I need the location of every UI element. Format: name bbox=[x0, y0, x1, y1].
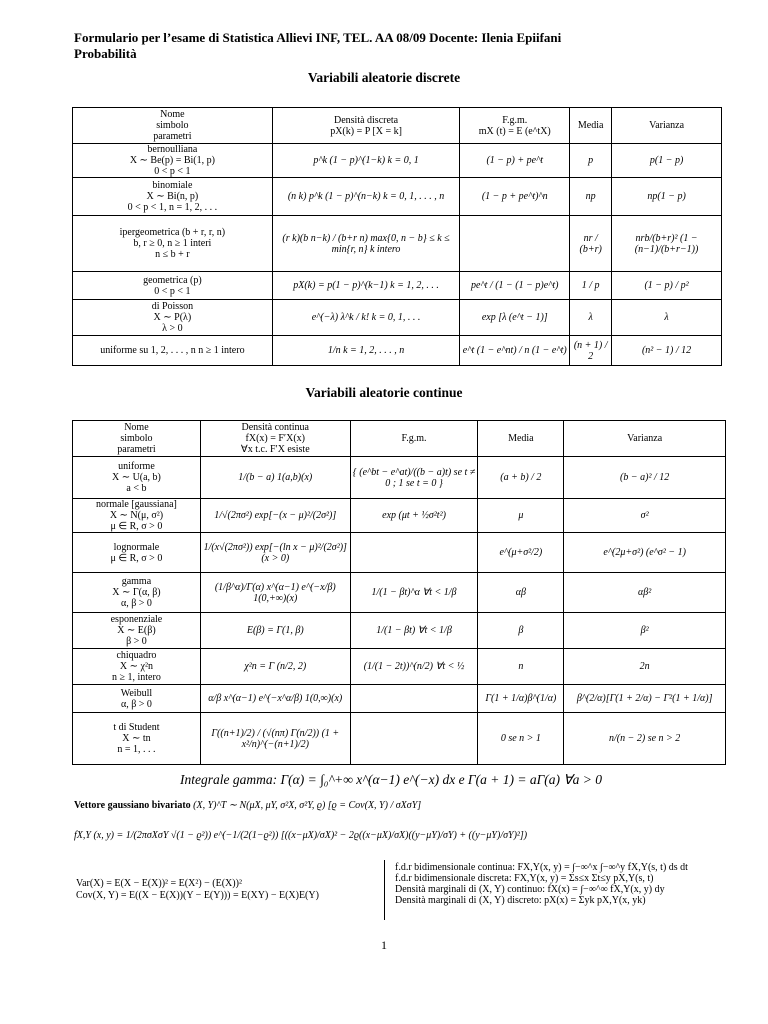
distribution-name-line: ipergeometrica (b + r, r, n) bbox=[119, 227, 226, 238]
distribution-name-line: b, r ≥ 0, n ≥ 1 interi bbox=[133, 238, 212, 249]
column-header bbox=[73, 421, 201, 457]
distribution-name-line: X ∼ E(β) bbox=[117, 625, 156, 636]
variance-cell: nrb/(b+r)² (1 − (n−1)/(b+r−1)) bbox=[612, 216, 722, 272]
discrete-table-body bbox=[73, 144, 722, 366]
fgm-cell bbox=[350, 533, 478, 573]
note-item: f.d.r bidimensionale discreta: FX,Y(x, y) = Σs≤x Σt≤y pX,Y(s, t) bbox=[395, 873, 654, 884]
distribution-name-line: β > 0 bbox=[126, 636, 147, 647]
fgm-cell: exp (μt + ½σ²t²) bbox=[350, 499, 478, 533]
distribution-name-line: esponenziale bbox=[110, 614, 163, 625]
continuous-table-header bbox=[73, 421, 726, 457]
density-cell: p^k (1 − p)^(1−k) k = 0, 1 bbox=[272, 144, 460, 178]
document-header bbox=[74, 30, 714, 62]
bivariate-definition bbox=[74, 800, 421, 811]
column-header-line: simbolo bbox=[120, 433, 153, 444]
column-header bbox=[570, 108, 612, 144]
distribution-name-line: n ≥ 1, intero bbox=[112, 672, 161, 683]
variance-cell: αβ² bbox=[564, 573, 726, 613]
density-cell: χ²n = Γ (n/2, 2) bbox=[200, 649, 350, 685]
table-row bbox=[73, 533, 726, 573]
mean-cell: Γ(1 + 1/α)β^(1/α) bbox=[478, 685, 564, 713]
column-header bbox=[200, 421, 350, 457]
column-header-line: Varianza bbox=[627, 433, 663, 444]
distribution-name-line: n ≤ b + r bbox=[155, 249, 190, 260]
column-header-line: Media bbox=[508, 433, 534, 444]
column-header bbox=[478, 421, 564, 457]
distribution-name-line: α, β > 0 bbox=[120, 698, 152, 710]
fgm-cell: 1/(1 − βt) ∀t < 1/β bbox=[350, 613, 478, 649]
mean-cell: e^(μ+σ²/2) bbox=[478, 533, 564, 573]
bivariate-label: Vettore gaussiano bivariato bbox=[74, 800, 191, 811]
distribution-name-line: μ ∈ R, σ > 0 bbox=[110, 521, 163, 532]
fgm-cell: (1 − p) + pe^t bbox=[460, 144, 570, 178]
variance-cell: np(1 − p) bbox=[612, 178, 722, 216]
distribution-name-line: bernoulliana bbox=[147, 144, 198, 155]
distribution-name-cell bbox=[73, 178, 273, 216]
column-header bbox=[272, 108, 460, 144]
table-row bbox=[73, 178, 722, 216]
fgm-cell: 1/(1 − βt)^α ∀t < 1/β bbox=[350, 573, 478, 613]
distribution-name-line: uniforme bbox=[118, 461, 155, 472]
column-header-line: Densità continua bbox=[241, 422, 309, 433]
table-row bbox=[73, 613, 726, 649]
density-cell: 1/(x√(2πσ²)) exp[−(ln x − μ)²/(2σ²)] (x > 0) bbox=[200, 533, 350, 573]
column-header bbox=[350, 421, 478, 457]
fgm-cell: { (e^bt − e^at)/((b − a)t) se t ≠ 0 ; 1 se t = 0 } bbox=[350, 457, 478, 499]
continuous-table bbox=[72, 420, 726, 765]
fgm-cell: (1 − p + pe^t)^n bbox=[460, 178, 570, 216]
note-item: Densità marginali di (X, Y) discreto: pX(x) = Σyk pX,Y(x, yk) bbox=[395, 895, 646, 906]
page-number: 1 bbox=[381, 938, 387, 952]
table-row bbox=[73, 336, 722, 366]
column-header-line: simbolo bbox=[156, 120, 189, 131]
distribution-name-line: a < b bbox=[126, 483, 147, 494]
variance-cell: e^(2μ+σ²) (e^σ² − 1) bbox=[564, 533, 726, 573]
table-row bbox=[73, 685, 726, 713]
distribution-name-line: X ∼ χ²n bbox=[119, 661, 153, 672]
density-cell: (r k)(b n−k) / (b+r n) max{0, n − b} ≤ k ≤ min{r, n} k intero bbox=[272, 216, 460, 272]
covariance-formula: Cov(X, Y) = E((X − E(X))(Y − E(Y))) = E(XY) − E(X)E(Y) bbox=[76, 890, 319, 901]
note-item: Densità marginali di (X, Y) continuo: fX(x) = ∫−∞^∞ fX,Y(x, y) dy bbox=[395, 884, 665, 895]
column-header-line: Nome bbox=[124, 422, 149, 433]
column-header-line: F.g.m. bbox=[502, 114, 528, 126]
variance-cell: σ² bbox=[564, 499, 726, 533]
density-cell: α/β x^(α−1) e^(−x^α/β) 1(0,∞)(x) bbox=[200, 685, 350, 713]
table-row bbox=[73, 216, 722, 272]
column-header-line: Nome bbox=[160, 109, 185, 120]
distribution-name-cell bbox=[73, 144, 273, 178]
distribution-name-line: 0 < p < 1 bbox=[154, 285, 191, 297]
variance-cell: 2n bbox=[564, 649, 726, 685]
bivariate-density: fX,Y (x, y) = 1/(2πσXσY √(1 − ϱ²)) e^(−1/(2(1−ϱ²)) [((x−μX)/σX)² − 2ϱ((x−μX)/σX)((y−μY)/σY) + ((y−μY)/σY)²]) bbox=[74, 830, 528, 841]
table-row bbox=[73, 300, 722, 336]
distribution-name-cell bbox=[73, 533, 201, 573]
distribution-name-line: di Poisson bbox=[151, 301, 194, 312]
distribution-name-line: X ∼ Bi(n, p) bbox=[146, 191, 199, 202]
table-row bbox=[73, 144, 722, 178]
fgm-cell: pe^t / (1 − (1 − p)e^t) bbox=[460, 272, 570, 300]
column-header-line: ∀x t.c. F′X esiste bbox=[240, 444, 310, 455]
fgm-cell bbox=[460, 216, 570, 272]
table-row bbox=[73, 649, 726, 685]
distribution-name-line: α, β > 0 bbox=[120, 598, 152, 609]
continuous-section-title: Variabili aleatorie continue bbox=[305, 385, 463, 400]
density-cell: 1/(b − a) 1(a,b)(x) bbox=[200, 457, 350, 499]
distribution-name-cell bbox=[73, 685, 201, 713]
header-title: Formulario per l’esame di Statistica Allievi INF, TEL. AA 08/09 Docente: Ilenia Epiifani bbox=[74, 30, 562, 45]
note-item: f.d.r bidimensionale continua: FX,Y(x, y) = ∫−∞^x ∫−∞^y fX,Y(s, t) ds dt bbox=[395, 862, 688, 873]
fgm-cell: e^t (1 − e^nt) / n (1 − e^t) bbox=[460, 336, 570, 366]
distribution-name-line: uniforme su 1, 2, . . . , n n ≥ 1 intero bbox=[100, 345, 245, 356]
variance-cell: β^(2/α)[Γ(1 + 2/α) − Γ²(1 + 1/α)] bbox=[564, 685, 726, 713]
variance-cell: (n² − 1) / 12 bbox=[612, 336, 722, 366]
fgm-cell bbox=[350, 713, 478, 765]
mean-cell: μ bbox=[478, 499, 564, 533]
column-header-line: fX(x) = F′X(x) bbox=[245, 433, 305, 444]
continuous-table-body bbox=[73, 457, 726, 765]
distribution-name-cell bbox=[73, 272, 273, 300]
variance-cell: (b − a)² / 12 bbox=[564, 457, 726, 499]
column-header-line: parametri bbox=[153, 131, 192, 142]
density-cell: (n k) p^k (1 − p)^(n−k) k = 0, 1, . . . , n bbox=[272, 178, 460, 216]
density-cell: 1/n k = 1, 2, . . . , n bbox=[272, 336, 460, 366]
distribution-name-line: X ∼ U(a, b) bbox=[111, 472, 161, 483]
distribution-name-line: X ∼ tn bbox=[122, 733, 151, 744]
distribution-name-cell bbox=[73, 457, 201, 499]
column-header-line: pX(k) = P [X = k] bbox=[330, 125, 402, 137]
distribution-name-line: λ > 0 bbox=[162, 323, 183, 334]
variance-cell: (1 − p) / p² bbox=[612, 272, 722, 300]
distribution-name-cell bbox=[73, 300, 273, 336]
distribution-name-cell bbox=[73, 573, 201, 613]
column-header-line: Varianza bbox=[649, 120, 685, 131]
table-row bbox=[73, 457, 726, 499]
distribution-name-line: 0 < p < 1 bbox=[154, 166, 191, 177]
mean-cell: αβ bbox=[478, 573, 564, 613]
distribution-name-line: normale [gaussiana] bbox=[96, 499, 177, 510]
variance-cell: n/(n − 2) se n > 2 bbox=[564, 713, 726, 765]
discrete-table bbox=[72, 107, 722, 366]
density-cell: 1/√(2πσ²) exp[−(x − μ)²/(2σ²)] bbox=[200, 499, 350, 533]
mean-cell: p bbox=[570, 144, 612, 178]
fgm-cell: exp [λ (e^t − 1)] bbox=[460, 300, 570, 336]
notes-divider bbox=[384, 860, 385, 920]
header-subtitle: Probabilità bbox=[74, 46, 137, 61]
distribution-name-cell bbox=[73, 649, 201, 685]
distribution-name-line: chiquadro bbox=[116, 650, 157, 661]
distribution-name-cell bbox=[73, 499, 201, 533]
mean-cell: np bbox=[570, 178, 612, 216]
distribution-name-line: X ∼ N(μ, σ²) bbox=[109, 510, 164, 521]
distribution-name-cell bbox=[73, 216, 273, 272]
column-header bbox=[612, 108, 722, 144]
table-header-row bbox=[73, 108, 722, 144]
mean-cell: (n + 1) / 2 bbox=[570, 336, 612, 366]
distribution-name-line: gamma bbox=[121, 576, 152, 587]
variance-cell: λ bbox=[612, 300, 722, 336]
density-cell: (1/β^α)/Γ(α) x^(α−1) e^(−x/β) 1(0,+∞)(x) bbox=[200, 573, 350, 613]
density-cell: e^(−λ) λ^k / k! k = 0, 1, . . . bbox=[272, 300, 460, 336]
column-header-line: parametri bbox=[117, 444, 156, 455]
discrete-section-title: Variabili aleatorie discrete bbox=[307, 70, 461, 85]
fgm-cell bbox=[350, 685, 478, 713]
density-cell: Γ((n+1)/2) / (√(nπ) Γ(n/2)) (1 + x²/n)^(−(n+1)/2) bbox=[200, 713, 350, 765]
notes-list bbox=[395, 862, 725, 906]
distribution-name-line: 0 < p < 1, n = 1, 2, . . . bbox=[127, 202, 218, 213]
variance-formula: Var(X) = E(X − E(X))² = E(X²) − (E(X))² bbox=[76, 878, 242, 889]
distribution-name-cell bbox=[73, 336, 273, 366]
fgm-cell: (1/(1 − 2t))^(n/2) ∀t < ½ bbox=[350, 649, 478, 685]
table-row bbox=[73, 713, 726, 765]
discrete-table-header bbox=[73, 108, 722, 144]
column-header bbox=[73, 108, 273, 144]
column-header-line: Densità discreta bbox=[333, 114, 399, 126]
distribution-name-line: binomiale bbox=[152, 180, 193, 191]
density-cell: pX(k) = p(1 − p)^(k−1) k = 1, 2, . . . bbox=[272, 272, 460, 300]
mean-cell: 0 se n > 1 bbox=[478, 713, 564, 765]
mean-cell: nr / (b+r) bbox=[570, 216, 612, 272]
distribution-name-line: n = 1, . . . bbox=[117, 744, 156, 755]
distribution-name-line: t di Student bbox=[113, 722, 160, 733]
table-row bbox=[73, 499, 726, 533]
distribution-name-line: X ∼ Be(p) = Bi(1, p) bbox=[129, 155, 215, 166]
column-header-line: Media bbox=[577, 120, 604, 131]
distribution-name-cell bbox=[73, 613, 201, 649]
density-cell: E(β) = Γ(1, β) bbox=[200, 613, 350, 649]
gamma-integral: Integrale gamma: Γ(α) = ∫₀^+∞ x^(α−1) e^(−x) dx e Γ(a + 1) = aΓ(a) ∀a > 0 bbox=[180, 772, 602, 787]
table-header-row bbox=[73, 421, 726, 457]
distribution-name-line: lognormale bbox=[113, 541, 160, 553]
distribution-name-line: geometrica (p) bbox=[143, 274, 202, 286]
distribution-name-line: Weibull bbox=[120, 687, 153, 699]
mean-cell: λ bbox=[570, 300, 612, 336]
mean-cell: n bbox=[478, 649, 564, 685]
distribution-name-line: μ ∈ R, σ > 0 bbox=[110, 552, 163, 564]
distribution-name-line: X ∼ Γ(α, β) bbox=[112, 587, 161, 598]
column-header bbox=[460, 108, 570, 144]
variance-cell: p(1 − p) bbox=[612, 144, 722, 178]
column-header-line: mX (t) = E (e^tX) bbox=[478, 125, 551, 137]
mean-cell: (a + b) / 2 bbox=[478, 457, 564, 499]
variance-cell: β² bbox=[564, 613, 726, 649]
distribution-name-line: X ∼ P(λ) bbox=[153, 312, 192, 323]
bivariate-formula: (X, Y)^T ∼ N(μX, μY, σ²X, σ²Y, ϱ) [ϱ = Cov(X, Y) / σXσY] bbox=[193, 800, 422, 811]
column-header bbox=[564, 421, 726, 457]
table-row bbox=[73, 573, 726, 613]
mean-cell: 1 / p bbox=[570, 272, 612, 300]
column-header-line: F.g.m. bbox=[401, 433, 427, 444]
mean-cell: β bbox=[478, 613, 564, 649]
table-row bbox=[73, 272, 722, 300]
distribution-name-cell bbox=[73, 713, 201, 765]
